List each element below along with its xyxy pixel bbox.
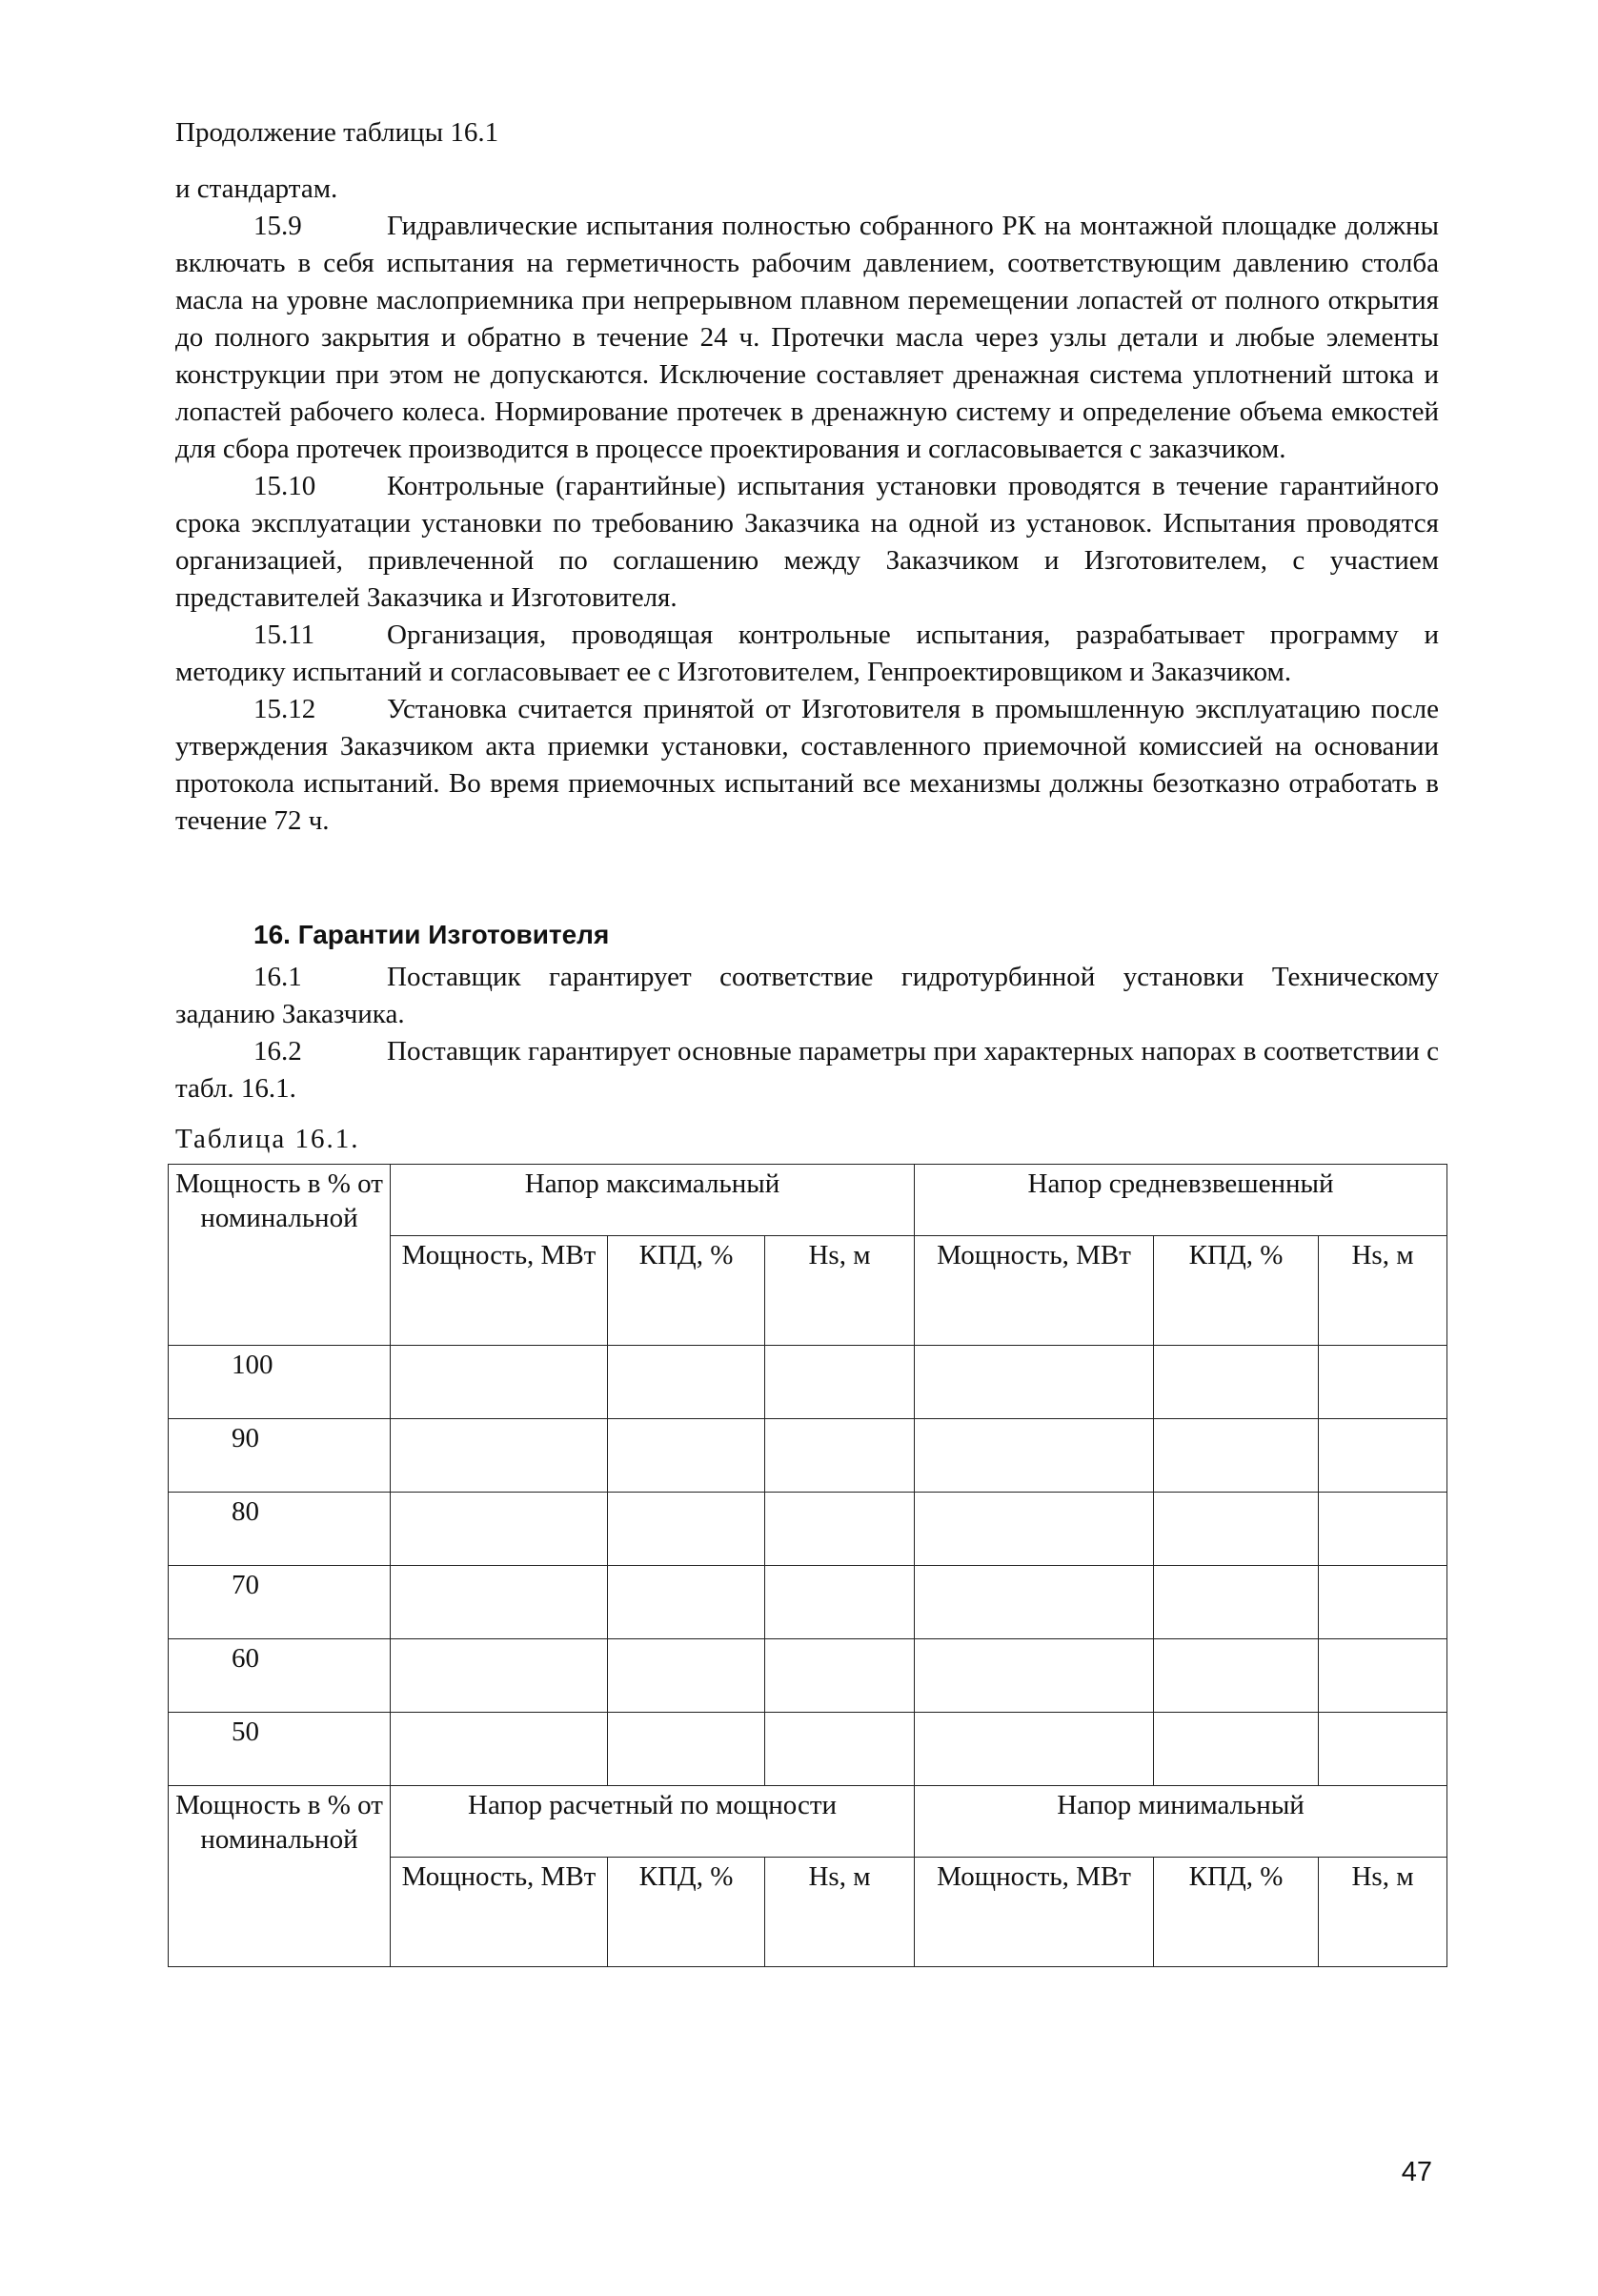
row-percent: 100 — [169, 1346, 391, 1419]
table-cell — [608, 1566, 765, 1639]
table-caption: Таблица 16.1. — [175, 1124, 360, 1154]
table-cell — [608, 1346, 765, 1419]
table-row — [169, 1566, 1447, 1639]
column-header-efficiency: КПД, % — [1154, 1858, 1319, 1967]
column-header-hs: Hs, м — [1319, 1858, 1447, 1967]
table-cell — [915, 1713, 1154, 1786]
table-cell — [391, 1566, 608, 1639]
table-cell — [391, 1419, 608, 1493]
table-cell — [915, 1566, 1154, 1639]
table-cell — [765, 1639, 915, 1713]
paragraph-15-12 — [175, 691, 1439, 840]
table-cell — [1154, 1566, 1319, 1639]
paragraph-15-11 — [175, 617, 1439, 691]
paragraph-text: Контрольные (гарантийные) испытания установки проводятся в течение гарантийного срока эксплуатации установки по требованию Заказчика на одной из установок. Испытания проводятся организацией, привлеченной по соглашению между Заказчиком и Изготовителем, с участием представителей Заказчика и Изготовителя. — [175, 471, 1439, 613]
table-cell — [608, 1419, 765, 1493]
section-heading: 16. Гарантии Изготовителя — [253, 920, 610, 949]
paragraph-15-9 — [175, 208, 1439, 468]
table-cell — [608, 1713, 765, 1786]
group-header: Напор минимальный — [915, 1786, 1447, 1858]
paragraph-text: Гидравлические испытания полностью собранного РК на монтажной площадке должны включать в себя испытания на герметичность рабочим давлением, соответствующим давлению столба масла на уровне маслоприемника при непрерывном плавном перемещении лопастей от полного открытия до полного закрытия и обратно в течение 24 ч. Протечки масла через узлы детали и любые элементы конструкции при этом не допускаются. Исключение составляет дренажная система уплотнений штока и лопастей рабочего колеса. Нормирование протечек в дренажную систему и определение объема емкостей для сбора протечек производится в процессе проектирования и согласовывается с заказчиком. — [175, 211, 1439, 464]
guarantee-table — [168, 1164, 1447, 1967]
group-header: Напор расчетный по мощности — [391, 1786, 915, 1858]
row-percent: 50 — [169, 1713, 391, 1786]
table-cell — [391, 1713, 608, 1786]
clause-number: 15.10 — [253, 471, 316, 501]
table-cell — [1319, 1346, 1447, 1419]
clause-number: 15.12 — [253, 694, 316, 724]
table-cell — [1319, 1713, 1447, 1786]
page-content — [175, 114, 1439, 1967]
table-cell — [765, 1493, 915, 1566]
column-header-hs: Hs, м — [765, 1236, 915, 1346]
table-row — [169, 1713, 1447, 1786]
table-cell — [1319, 1639, 1447, 1713]
table-cell — [608, 1493, 765, 1566]
column-header-power: Мощность, МВт — [391, 1236, 608, 1346]
group-header: Напор средневзвешенный — [915, 1165, 1447, 1236]
clause-number: 15.9 — [253, 211, 302, 241]
table-cell — [915, 1493, 1154, 1566]
table-cell — [391, 1639, 608, 1713]
paragraph-text: Организация, проводящая контрольные испытания, разрабатывает программу и методику испытаний и согласовывает ее с Изготовителем, Генпроектировщиком и Заказчиком. — [175, 620, 1439, 687]
row-label-header: Мощность в % от номинальной — [169, 1786, 391, 1967]
column-header-efficiency: КПД, % — [1154, 1236, 1319, 1346]
table-row — [169, 1346, 1447, 1419]
column-header-efficiency: КПД, % — [608, 1236, 765, 1346]
row-percent: 80 — [169, 1493, 391, 1566]
row-percent: 60 — [169, 1639, 391, 1713]
column-header-hs: Hs, м — [1319, 1236, 1447, 1346]
table-cell — [391, 1346, 608, 1419]
column-header-hs: Hs, м — [765, 1858, 915, 1967]
clause-number: 16.1 — [253, 962, 302, 992]
page-number: 47 — [1401, 2157, 1432, 2187]
table-cell — [1154, 1346, 1319, 1419]
table-header-row-2 — [169, 1786, 1447, 1858]
paragraph-text: и стандартам. — [175, 173, 338, 204]
clause-number: 16.2 — [253, 1036, 302, 1067]
table-cell — [608, 1639, 765, 1713]
row-percent: 90 — [169, 1419, 391, 1493]
table-cell — [915, 1346, 1154, 1419]
table-cell — [1154, 1713, 1319, 1786]
table-cell — [915, 1639, 1154, 1713]
column-header-power: Мощность, МВт — [915, 1858, 1154, 1967]
table-cell — [391, 1493, 608, 1566]
table-cell — [1319, 1419, 1447, 1493]
continuation-caption: Продолжение таблицы 16.1 — [175, 117, 499, 148]
table-cell — [1154, 1419, 1319, 1493]
table-cell — [765, 1713, 915, 1786]
table-cell — [1154, 1493, 1319, 1566]
table-cell — [1154, 1639, 1319, 1713]
table-row — [169, 1493, 1447, 1566]
table-cell — [1319, 1493, 1447, 1566]
column-header-power: Мощность, МВт — [391, 1858, 608, 1967]
column-header-efficiency: КПД, % — [608, 1858, 765, 1967]
paragraph-text: Поставщик гарантирует основные параметры при характерных напорах в соответствии с табл. 16.1. — [175, 1036, 1439, 1104]
group-header: Напор максимальный — [391, 1165, 915, 1236]
table-cell — [915, 1419, 1154, 1493]
table-cell — [765, 1419, 915, 1493]
row-percent: 70 — [169, 1566, 391, 1639]
clause-number: 15.11 — [253, 620, 315, 650]
table-row — [169, 1419, 1447, 1493]
paragraph-text: Поставщик гарантирует соответствие гидротурбинной установки Техническому заданию Заказчика. — [175, 962, 1439, 1029]
row-label-header: Мощность в % от номинальной — [169, 1165, 391, 1346]
table-cell — [765, 1566, 915, 1639]
paragraph-15-10 — [175, 468, 1439, 617]
table-header-row — [169, 1165, 1447, 1236]
paragraph-text: Установка считается принятой от Изготовителя в промышленную эксплуатацию после утверждения Заказчиком акта приемки установки, составленного приемочной комиссией на основании протокола испытаний. Во время приемочных испытаний все механизмы должны безотказно отработать в течение 72 ч. — [175, 694, 1439, 836]
table-cell — [1319, 1566, 1447, 1639]
paragraph-continuation — [175, 171, 1439, 208]
column-header-power: Мощность, МВт — [915, 1236, 1154, 1346]
table-row — [169, 1639, 1447, 1713]
paragraph-16-2 — [175, 1033, 1439, 1107]
paragraph-16-1 — [175, 959, 1439, 1033]
table-cell — [765, 1346, 915, 1419]
